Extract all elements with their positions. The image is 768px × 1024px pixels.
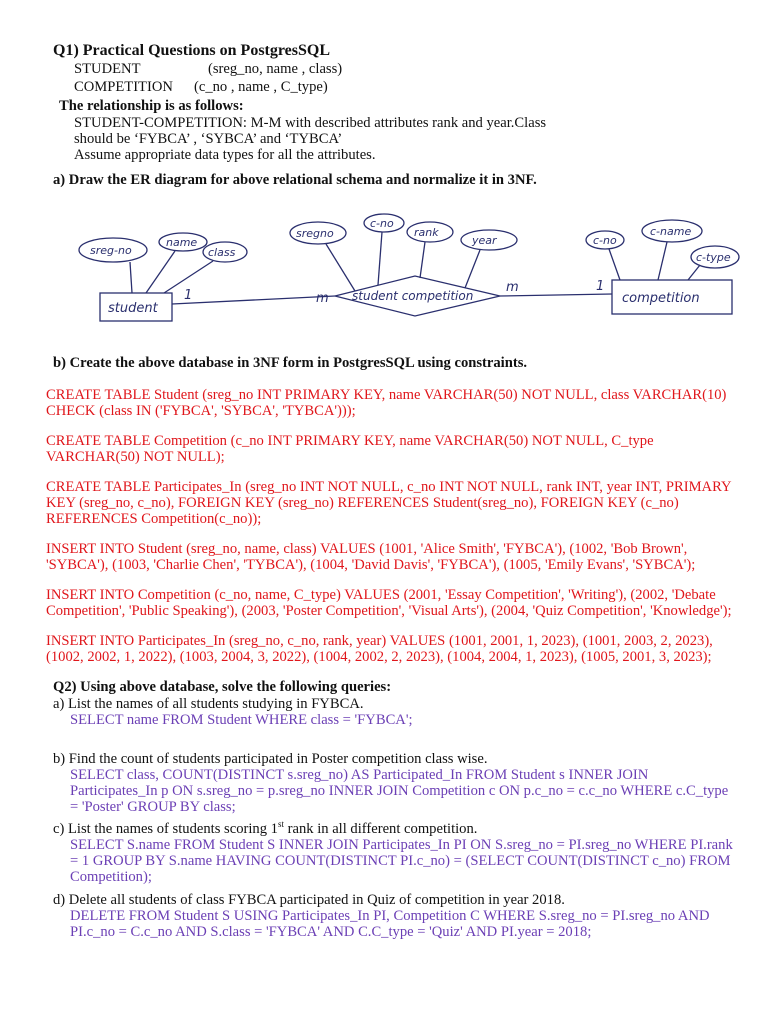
attr-c-type-text: c-type xyxy=(696,251,731,264)
q2-b-answer-line-1: SELECT class, COUNT(DISTINCT s.sreg_no) AS Participated_In FROM Student s INNER JOIN xyxy=(70,767,649,783)
create-student-line-2: CHECK (class IN ('FYBCA', 'SYBCA', 'TYBCA'))); xyxy=(46,403,356,419)
insert-participates-line-2: (1002, 2002, 1, 2022), (1003, 2004, 3, 2022), (1004, 2002, 2, 2023), (1004, 2004, 1, 2023), (1005, 2001, 3, 2023); xyxy=(46,649,712,665)
q2-c-answer-line-2: = 1 GROUP BY S.name HAVING COUNT(DISTINCT PI.c_no) = (SELECT COUNT(DISTINCT c_no) FROM xyxy=(70,853,731,869)
entity-competition-text: competition xyxy=(622,291,700,306)
relationship-heading: The relationship is as follows: xyxy=(59,98,244,114)
q2-c-question-text-end: rank in all different competition. xyxy=(283,821,478,837)
student-schema-label: STUDENT xyxy=(74,61,141,77)
relationship-line-2: should be ‘FYBCA’ , ‘SYBCA’ and ‘TYBCA’ xyxy=(74,131,343,147)
q2-c-question xyxy=(53,821,477,838)
student-schema-attrs: (sreg_no, name , class) xyxy=(208,61,343,77)
q1-title: Q1) Practical Questions on PostgresSQL xyxy=(53,42,331,59)
q1-part-b: b) Create the above database in 3NF form in PostgresSQL using constraints. xyxy=(53,355,528,371)
attr-year-text: year xyxy=(472,234,497,247)
cardinality-m-left: m xyxy=(316,291,329,306)
attr-c-no-rel-text: c-no xyxy=(370,217,394,230)
er-diagram xyxy=(60,200,750,350)
q2-title: Q2) Using above database, solve the following queries: xyxy=(53,679,392,695)
cardinality-student: 1 xyxy=(184,288,193,303)
create-participates-line-2: KEY (sreg_no, c_no), FOREIGN KEY (sreg_no) REFERENCES Student(sreg_no), FOREIGN KEY (c_no) xyxy=(46,495,679,511)
attr-name-text: name xyxy=(166,236,198,249)
create-participates-line-3: REFERENCES Competition(c_no)); xyxy=(46,511,262,527)
insert-student-line-2: 'SYBCA'), (1003, 'Charlie Chen', 'TYBCA'), (1004, 'David Davis', 'FYBCA'), (1005, 'Emily Evans', 'SYBCA'); xyxy=(46,557,696,573)
q2-d-answer-line-2: PI.c_no = C.c_no AND S.class = 'FYBCA' AND C.C_type = 'Quiz' AND PI.year = 2018; xyxy=(70,924,592,940)
q2-d-question: d) Delete all students of class FYBCA participated in Quiz of competition in year 2018. xyxy=(53,892,565,908)
relationship-line-1: STUDENT-COMPETITION: M-M with described attributes rank and year.Class xyxy=(74,115,547,131)
relationship-line-3: Assume appropriate data types for all the attributes. xyxy=(74,147,376,163)
q2-d-answer-line-1: DELETE FROM Student S USING Participates_In PI, Competition C WHERE S.sreg_no = PI.sreg_no AND xyxy=(70,908,710,924)
attr-class-text: class xyxy=(208,246,236,259)
insert-student-line-1: INSERT INTO Student (sreg_no, name, class) VALUES (1001, 'Alice Smith', 'FYBCA'), (1002, 'Bob Brown', xyxy=(46,541,688,557)
create-participates-line-1: CREATE TABLE Participates_In (sreg_no INT NOT NULL, c_no INT NOT NULL, rank INT, year INT, PRIMARY xyxy=(46,479,732,495)
attr-c-no-text: c-no xyxy=(593,234,617,247)
q2-b-question: b) Find the count of students participated in Poster competition class wise. xyxy=(53,751,488,767)
cardinality-competition: 1 xyxy=(596,279,605,294)
q2-b-answer-line-3: = 'Poster' GROUP BY class; xyxy=(70,799,236,815)
attr-c-name-text: c-name xyxy=(650,225,692,238)
q1-part-a: a) Draw the ER diagram for above relational schema and normalize it in 3NF. xyxy=(53,172,537,188)
q2-a-question: a) List the names of all students studying in FYBCA. xyxy=(53,696,364,712)
competition-schema-label: COMPETITION xyxy=(74,79,173,95)
attr-sreg-no-text: sreg-no xyxy=(90,244,132,257)
insert-competition-line-1: INSERT INTO Competition (c_no, name, C_type) VALUES (2001, 'Essay Competition', 'Writing'), (2002, 'Debate xyxy=(46,587,716,603)
competition-schema-attrs: (c_no , name , C_type) xyxy=(194,79,328,95)
create-competition-line-1: CREATE TABLE Competition (c_no INT PRIMARY KEY, name VARCHAR(50) NOT NULL, C_type xyxy=(46,433,654,449)
q2-c-question-text: c) List the names of students scoring 1 xyxy=(53,821,278,837)
q2-c-question-sup: st xyxy=(277,819,284,830)
q2-a-answer: SELECT name FROM Student WHERE class = 'FYBCA'; xyxy=(70,712,413,728)
q2-c-answer-line-3: Competition); xyxy=(70,869,152,885)
q2-c-answer-line-1: SELECT S.name FROM Student S INNER JOIN Participates_In PI ON S.sreg_no = PI.sreg_no WHERE PI.rank xyxy=(70,837,733,853)
insert-competition-line-2: Competition', 'Public Speaking'), (2003, 'Poster Competition', 'Visual Arts'), (2004, 'Quiz Competition', 'Knowledge'); xyxy=(46,603,732,619)
relationship-text: student competition xyxy=(352,289,474,303)
attr-rank-text: rank xyxy=(414,226,439,239)
create-student-line-1: CREATE TABLE Student (sreg_no INT PRIMARY KEY, name VARCHAR(50) NOT NULL, class VARCHAR(10) xyxy=(46,387,727,403)
entity-student-text: student xyxy=(108,301,158,316)
create-competition-line-2: VARCHAR(50) NOT NULL); xyxy=(46,449,225,465)
insert-participates-line-1: INSERT INTO Participates_In (sreg_no, c_no, rank, year) VALUES (1001, 2001, 1, 2023), (1001, 2003, 2, 2023), xyxy=(46,633,713,649)
attr-sregno-text: sregno xyxy=(296,227,334,240)
q2-b-answer-line-2: Participates_In p ON s.sreg_no = p.sreg_no INNER JOIN Competition c ON p.c_no = c.c_no WHERE c.C_type xyxy=(70,783,729,799)
cardinality-m-right: m xyxy=(506,280,519,295)
